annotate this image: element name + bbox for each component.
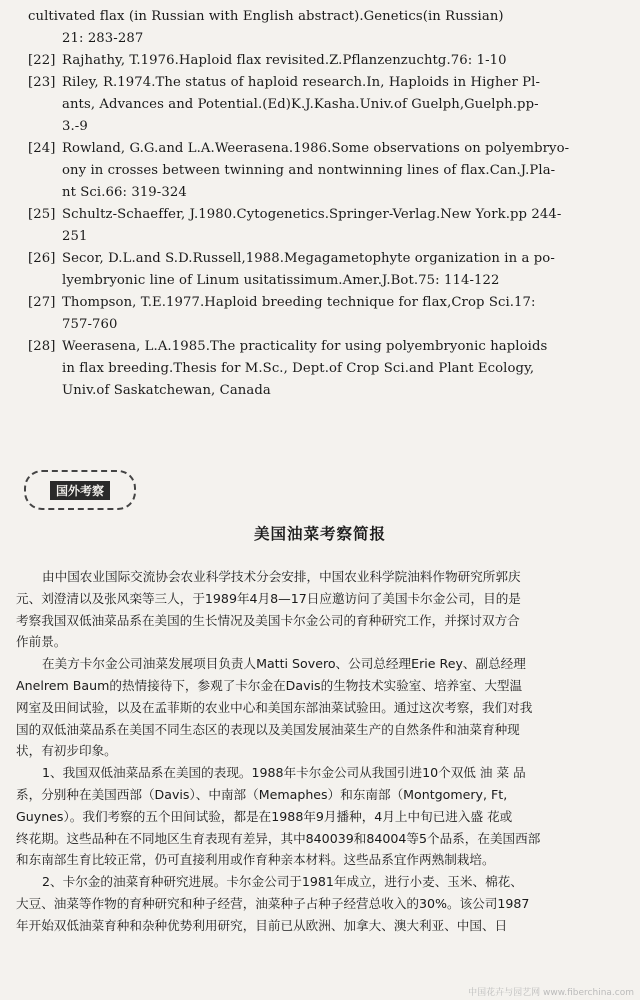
reference-line: 251 — [62, 229, 88, 244]
reference-item — [28, 292, 628, 336]
reference-line — [28, 50, 628, 72]
watermark: 中国花卉与园艺网 www.fiberchina.com — [468, 988, 634, 998]
paragraph-line: 作前景。 — [16, 634, 67, 650]
paragraph-line: 1、我国双低油菜品系在美国的表现。1988年卡尔金公司从我国引进10个双低 油 菜 品 — [42, 765, 526, 781]
reference-item — [28, 336, 628, 402]
reference-line: Univ.of Saskatchewan, Canada — [62, 383, 271, 398]
paragraph — [16, 566, 626, 653]
reference-line — [28, 248, 628, 270]
reference-text: Thompson, T.E.1977.Haploid breeding technique for flax,Crop Sci.17: — [62, 295, 536, 310]
article-title: 美国油菜考察简报 — [253, 525, 386, 543]
paragraph-line: 在美方卡尔金公司油菜发展项目负责人Matti Sovero、公司总经理Erie Rey、副总经理 — [42, 656, 526, 672]
reference-line: 757-760 — [62, 317, 118, 332]
reference-item — [28, 204, 628, 248]
reference-text: Rajhathy, T.1976.Haploid flax revisited.Z.Pflanzenzuchtg.76: 1-10 — [62, 53, 507, 68]
paragraph-line: 网室及田间试验，以及在孟菲斯的农业中心和美国东部油菜试验田。通过这次考察，我们对我 — [16, 699, 533, 715]
reference-number: [25] — [28, 207, 56, 222]
reference-line: lyembryonic line of Linum usitatissimum.Amer.J.Bot.75: 114-122 — [62, 273, 500, 288]
reference-line: 21: 283-287 — [62, 31, 144, 46]
reference-line — [28, 292, 628, 314]
paragraph — [16, 762, 626, 871]
reference-number: [24] — [28, 141, 56, 156]
paragraph-line: 国的双低油菜品系在美国不同生态区的表现以及美国发展油菜生产的自然条件和油菜育种现 — [16, 721, 520, 737]
reference-text: Riley, R.1974.The status of haploid research.In, Haploids in Higher Pl- — [62, 75, 540, 90]
reference-number: [28] — [28, 339, 56, 354]
reference-line — [28, 72, 628, 94]
reference-line — [28, 204, 628, 226]
reference-text: Weerasena, L.A.1985.The practicality for using polyembryonic haploids — [62, 339, 548, 354]
paragraph-line: 年开始双低油菜育种和杂种优势利用研究，目前已从欧洲、加拿大、澳大利亚、中国、日 — [16, 917, 508, 933]
reference-line: cultivated flax (in Russian with English abstract).Genetics(in Russian) — [28, 9, 504, 24]
paragraph-line: 由中国农业国际交流协会农业科学技术分会安排，中国农业科学院油料作物研究所郭庆 — [42, 569, 521, 584]
paragraph-line: 2、卡尔金的油菜育种研究进展。卡尔金公司于1981年成立，进行小麦、玉米、棉花、 — [42, 874, 523, 890]
reference-line: nt Sci.66: 319-324 — [62, 185, 187, 200]
paragraph-line: 大豆、油菜等作物的育种研究和种子经营，油菜种子占种子经营总收入的30%。该公司1987 — [16, 895, 530, 911]
paragraph-line: Guynes）。我们考察的五个田间试验，都是在1988年9月播种，4月上中旬已进入盛 花或 — [16, 808, 513, 824]
reference-item — [28, 50, 628, 72]
section-badge-label: 国外考察 — [50, 481, 110, 500]
section-badge — [24, 470, 136, 510]
paragraph-line: 和东南部生育比较正常，仍可直接利用或作育种亲本材料。这些品系宜作两熟制栽培。 — [16, 852, 495, 868]
paragraph-line: 考察我国双低油菜品系在美国的生长情况及美国卡尔金公司的育种研究工作，并探讨双方合 — [16, 612, 520, 628]
reference-line — [28, 336, 628, 358]
paragraph — [16, 871, 626, 936]
paragraph — [16, 653, 626, 762]
reference-text: Schultz-Schaeffer, J.1980.Cytogenetics.Springer-Verlag.New York.pp 244- — [62, 207, 562, 222]
reference-item — [28, 248, 628, 292]
reference-line: ony in crosses between twinning and nontwinning lines of flax.Can.J.Pla- — [62, 163, 556, 178]
reference-line — [28, 138, 628, 160]
article-body — [16, 566, 626, 937]
reference-item — [28, 72, 628, 138]
reference-number: [26] — [28, 251, 56, 266]
paragraph-line: Anelrem Baum的热情接待下，参观了卡尔金在Davis的生物技术实验室、培养室、大型温 — [16, 677, 523, 693]
reference-line: in flax breeding.Thesis for M.Sc., Dept.of Crop Sci.and Plant Ecology, — [62, 361, 535, 376]
paragraph-line: 元、刘澄清以及张风栾等三人，于1989年4月8—17日应邀访问了美国卡尔金公司，目的是 — [16, 590, 521, 606]
paragraph-line: 系，分别种在美国西部（Davis）、中南部（Memaphes）和东南部（Montgomery, Ft, — [16, 786, 508, 802]
reference-number: [23] — [28, 75, 56, 90]
reference-item — [28, 6, 628, 50]
reference-line: 3.-9 — [62, 119, 88, 134]
paragraph-line: 终花期。这些品种在不同地区生育表现有差异，其中840039和84004等5个品系，在美国西部 — [16, 830, 541, 846]
reference-item — [28, 138, 628, 204]
reference-line: ants, Advances and Potential.(Ed)K.J.Kasha.Univ.of Guelph,Guelph.pp- — [62, 97, 539, 112]
reference-text: Secor, D.L.and S.D.Russell,1988.Megagametophyte organization in a po- — [62, 251, 555, 266]
paragraph-line: 状，有初步印象。 — [16, 743, 117, 759]
reference-text: Rowland, G.G.and L.A.Weerasena.1986.Some observations on polyembryo- — [62, 141, 570, 156]
reference-number: [27] — [28, 295, 56, 310]
reference-list — [28, 6, 628, 402]
reference-number: [22] — [28, 53, 56, 68]
